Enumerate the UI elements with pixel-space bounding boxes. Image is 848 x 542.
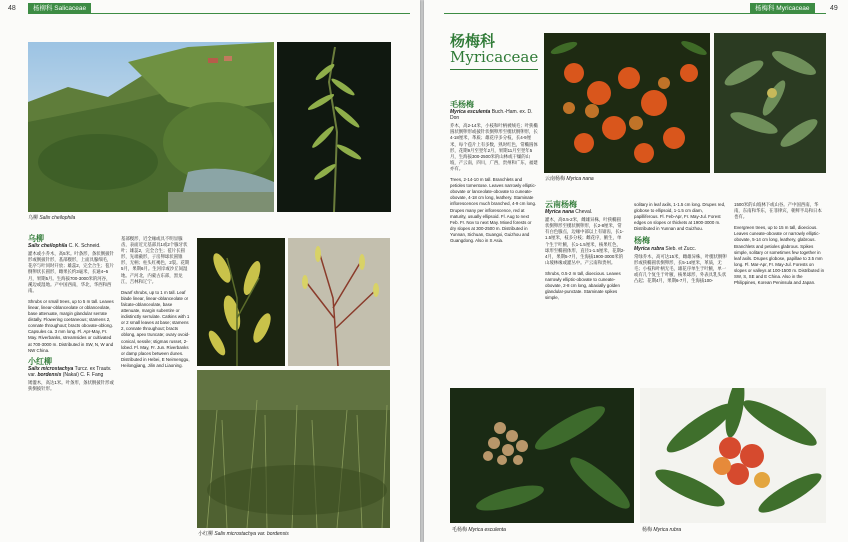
willow-branch-photo <box>277 42 391 212</box>
text-column-1 <box>28 236 114 397</box>
page-number: 49 <box>830 5 838 12</box>
species-name-cn: 云南杨梅 <box>545 200 577 209</box>
species-description-cn: 基部楔形，近全缘或具不明显腺齿，表面近无基部具1或2个腺牙状叶；雄蕊2，完全合生；苞片长圆形，先端截形，子房卵球状圆锥形，无柄；柱头红褐色，2裂。花期5月，果期6月。生河岸或沙丘间湿地。产河北，内蒙古东部，黑龙江，吉林和辽宁。 <box>121 236 190 284</box>
myrica-esculenta-photo <box>450 388 634 523</box>
species-description-en: Shrubs or small trees, up to 5 m tall. Leaves linear, linear-oblanceolate or oblanceolate, base attenuate, margin glandular serrate distally. Flowering coetaneous; stamens 2, connate throughout; bracts obovate-oblong. Capsules ca. 3 mm long. Fl. Apr-May, Fr. May. Riverbanks, streamsides or cultivated at 700-3000 m. Distributed in SW, N, W and NW China. <box>28 298 114 353</box>
red-twig-photo <box>288 238 390 366</box>
running-header: 杨梅科 Myricaceae <box>750 3 815 14</box>
photo-caption: 云南杨梅 Myrica nana <box>545 176 594 182</box>
species-name-latin: Myrica nana Cheval. <box>545 209 593 216</box>
species-description-cn: 矮灌木，高达1米。叶条形，条状倒披针形或狭倒披针形。 <box>28 379 114 392</box>
species-name-cn: 乌柳 <box>28 234 44 243</box>
photo-caption: 毛杨梅 Myrica esculenta <box>452 527 506 533</box>
species-name-latin: Salix microstachya Turcz. ex Trautv. var. bordensis (Nakai) C. F. Fang <box>28 365 112 378</box>
species-description-cn: 乔木，高2-14米，小枝和叶柄被绒毛；叶狭椭圆状倒卵形或披针状倒卵形至楔状倒卵形，长4-18厘米，革质；雄花序多分枝，长4-9厘米，每个苞片上有多数，熟时红色，常椭圆体形，花期9月至翌年2月，果期11月至翌年5月，生海拔300-2500米的山林或干燥的山坡，产云南，四川，广西，贵州和广东，福建亦有。 <box>450 123 538 171</box>
species-name-cn: 杨梅 <box>634 236 650 246</box>
text-column-3 <box>634 202 728 289</box>
text-column-2 <box>121 236 191 374</box>
species-name-latin: Salix cheilophila C. K. Schneid. <box>28 243 101 250</box>
myrica-rubra-photo <box>640 388 826 523</box>
species-description-cn: 1500米的山坡林下或山谷。产中国西南，华南，东南和华东，在菲律宾，朝鲜半岛和日本也有。 <box>734 202 822 220</box>
family-title-cn: 杨梅科 <box>450 32 496 50</box>
text-column-4 <box>734 202 826 291</box>
text-column-2 <box>545 202 625 306</box>
species-description-en: Dwarf shrubs, up to 1 m tall. Leaf blade linear, linear-oblanceolate or falcate-oblanceolate, base attenuate, margin subentire or indistinctly serrulate. Catkins with 1 or 2 small leaves at base; stamens 2, connate throughout; bracts oblong, apex truncate; ovary ovoid-conical, sessile; stigmas russet, 2-lobed. Fl. May, Fr. Jun. Riverbanks or damp places between dunes. Distributed in Hebei, E Neimenggu, Heilongjiang, Jilin and Liaoning. <box>121 289 190 368</box>
landscape-photo <box>28 42 274 212</box>
species-description-cn: 灌木或小乔木，高5米。叶条形，条状倒披针形或倒披针形，基部楔形，上面具腺细毛，花序与叶同时开放；雄蕊2，完全合生；苞片倒卵状长圆形，雌果长约3毫米，长通4~5月，果期5月。生海拔700-3000米的河谷，溪边或湿地。产中国西南，华北，华西和西南。 <box>28 251 114 293</box>
species-description-cn: 常绿乔木，高可达15米，雌雄异株，叶楔状倒卵形或狭椭圆状倒卵形，长5-14厘米，革质，无毛；小枝和叶柄无毛，雄花序单生于叶腋，单一或有几个复生于叶腋，核果球形，外表具乳头状凸起；花期4月，果期6-7月，生海拔100- <box>634 253 727 284</box>
running-header: 杨柳科 Salicaceae <box>28 3 91 14</box>
header-rule <box>28 13 410 14</box>
species-name-latin: Myrica esculenta Buch.-Ham. ex. D. Don <box>450 109 533 122</box>
photo-caption: 小红柳 Salix microstachya var. bordensis <box>198 531 289 537</box>
species-name-latin: Myrica rubra Sieb. et Zucc. <box>634 245 696 252</box>
myrica-leaves-photo <box>714 33 826 173</box>
species-description-en: Shrubs, 0.5-2 m tall, dioecious. Leaves narrowly elliptic-obovate to cuneate-obovate, 2-8 cm long, abaxially golden glandular-punctate. Staminate spikes simple, <box>545 270 621 301</box>
photo-caption: 乌柳 Salix cheilophila <box>28 215 76 221</box>
species-name-cn: 小红柳 <box>28 356 52 366</box>
species-description-en: Evergreen trees, up to 15 m tall, dioecious. Leaves cuneate-obovate or narrowly elliptic-obovate, 5-14 cm long, leathery, glabrous. Branchlets and petioles glabrous. Spikes simple, solitary or sometimes few together in leaf axils. Drupes globose, papillae to 3.5 mm long. Fl. Mar-Apr, Fr. May-Jul. Forests on slopes or valleys at 100-1500 m. Distributed in SW, S, SE and E China. Also in the Philippines, Korean Peninsula and Japan. <box>734 225 825 286</box>
photo-caption: 杨梅 Myrica rubra <box>642 527 682 533</box>
species-description-en: solitary in leaf axils, 1-1.5 cm long. Drupes red, globose to ellipsoid, 1-1.5 cm diam, papilliferous. Fl. Feb-Apr, Fr. May-Jul. Forest edges on slopes or thickets at 1900-3000 m. Distributed in Yunnan and Guizhou. <box>634 202 726 232</box>
catkin-photo <box>197 238 285 366</box>
grass-photo <box>197 370 390 528</box>
left-page <box>0 0 420 542</box>
family-title-latin: Myricaceae <box>450 48 539 66</box>
myrica-nana-photo <box>544 33 710 173</box>
page-number: 48 <box>8 5 16 12</box>
right-page <box>424 0 848 542</box>
text-column-1 <box>450 102 538 249</box>
species-description-en: Trees, 2-14-10 m tall. Branchlets and petioles tomentose. Leaves narrowly elliptic-obovate or lanceolate-obovate to cuneate-obovate, 4-18 cm long, leathery. Staminate inflorescences much branched, 4-9 cm long. Drupes many per inflorescence, red at maturity, usually ellipsoid. Fl. Aug to next Feb. Fr. Nov to next May. Mixed forests or dry slopes at 300-2500 m. Distributed in Yunnan, Sichuan, Guangxi, Guizhou and Guangdong. Also in S Asia. <box>450 177 537 243</box>
family-rule <box>450 69 538 70</box>
species-name-cn: 毛杨梅 <box>450 100 474 109</box>
species-description-cn: 灌木，高0.5-2米，雌雄异株，叶狭椭圆状倒卵形至楔状倒卵形，长2-8厘米，常有白色腺点，边缘中部以上有锯齿，长1-1.5厘米，枝多分枝；雌花序，腋生，单个生于叶腋，长1-1.5厘米，核果红色，球形至椭圆体形，直径1-1.5厘米，花期2-4月，果期5-7月，生海拔1900-3000米的山坡林缘或灌丛中。产云南和贵州。 <box>545 217 625 265</box>
